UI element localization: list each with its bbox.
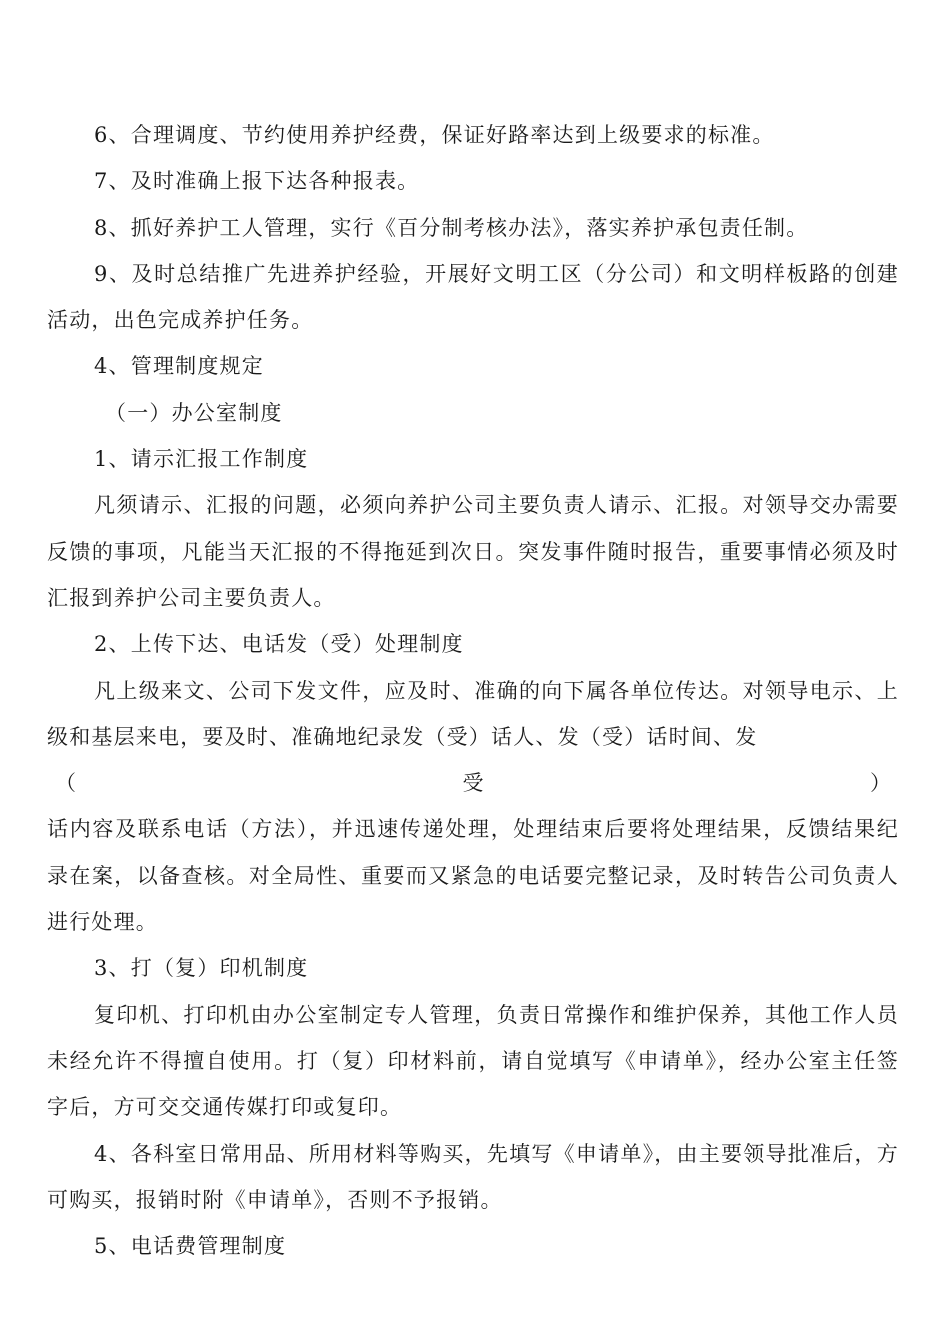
- rule-heading-5: 5、电话费管理制度: [94, 1234, 287, 1259]
- spread-right-paren: ）: [870, 771, 891, 796]
- rule-heading-2: 2、上传下达、电话发（受）处理制度: [94, 632, 464, 657]
- spread-line: [47, 760, 899, 806]
- rule-body-2-part1: 凡上级来文、公司下发文件，应及时、准确的向下属各单位传达。对领导电示、上级和基层来电，要及时、准确地纪录发（受）话人、发（受）话时间、发: [47, 678, 899, 749]
- paragraph-item-8: 8、抓好养护工人管理，实行《百分制考核办法》，落实养护承包责任制。: [94, 215, 809, 240]
- paragraph-item-6: 6、合理调度、节约使用养护经费，保证好路率达到上级要求的标准。: [94, 123, 775, 147]
- paragraph-item-9: 9、及时总结推广先进养护经验，开展好文明工区（分公司）和文明样板路的创建活动，出色完成养护任务。: [47, 261, 899, 333]
- paragraph-item-7: 7、及时准确上报下达各种报表。: [94, 169, 420, 194]
- section-heading: 4、管理制度规定: [94, 354, 264, 379]
- rule-body-3: 复印机、打印机由办公室制定专人管理，负责日常操作和维护保养，其他工作人员未经允许不得擅自使用。打（复）印材料前，请自觉填写《申请单》，经办公室主任签字后，方可交交通传媒打印或复印。: [47, 1002, 899, 1120]
- rule-heading-3: 3、打（复）印机制度: [94, 956, 309, 981]
- spread-left-paren: （: [55, 771, 76, 796]
- subsection-heading: （一）办公室制度: [105, 400, 283, 425]
- document-body: [47, 112, 899, 1269]
- rule-item-4: 4、各科室日常用品、所用材料等购买，先填写《申请单》，由主要领导批准后，方可购买，报销时附《申请单》，否则不予报销。: [47, 1141, 899, 1212]
- rule-body-1: 凡须请示、汇报的问题，必须向养护公司主要负责人请示、汇报。对领导交办需要反馈的事项，凡能当天汇报的不得拖延到次日。突发事件随时报告，重要事情必须及时汇报到养护公司主要负责人。: [47, 493, 899, 610]
- spread-middle-char: 受: [462, 771, 484, 796]
- rule-heading-1: 1、请示汇报工作制度: [94, 447, 309, 472]
- rule-body-2-part2: 话内容及联系电话（方法），并迅速传递处理，处理结束后要将处理结果，反馈结果纪录在案，以备查核。对全局性、重要而又紧急的电话要完整记录，及时转告公司负责人进行处理。: [47, 817, 899, 935]
